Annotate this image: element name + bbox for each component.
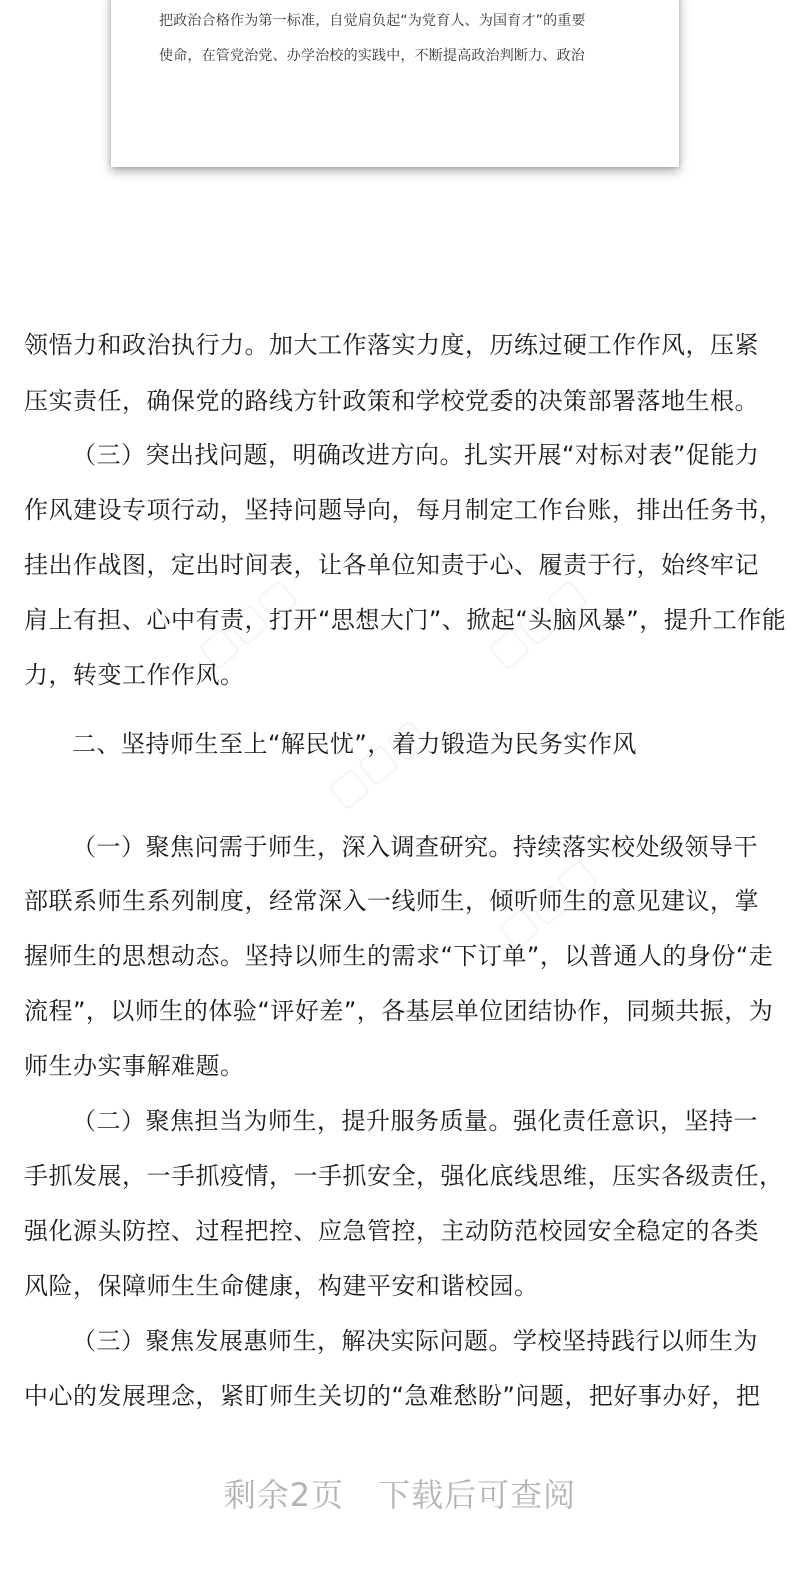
body-line: 握师生的思想动态。坚持以师生的需求“下订单”，以普通人的身份“走 bbox=[24, 942, 774, 970]
body-line: 流程”，以师生的体验“评好差”，各基层单位团结协作，同频共振，为 bbox=[24, 997, 774, 1025]
body-line: 风险，保障师生生命健康，构建平安和谐校园。 bbox=[24, 1272, 539, 1300]
body-line: 作风建设专项行动，坚持问题导向，每月制定工作台账，排出任务书， bbox=[24, 496, 784, 524]
watermark: ▢▢▢ bbox=[318, 708, 435, 818]
preview-line: 把政治合格作为第一标准，自觉肩负起“为党育人、为国育才”的重要 bbox=[159, 13, 586, 29]
body-line: （一）聚焦问需于师生，深入调查研究。持续落实校处级领导干 bbox=[72, 833, 758, 861]
body-line: （三）突出找问题，明确改进方向。扎实开展“对标对表”促能力 bbox=[72, 441, 760, 469]
body-line: 压实责任，确保党的路线方针政策和学校党委的决策部署落地生根。 bbox=[24, 387, 759, 415]
body-line: 强化源头防控、过程把控、应急管控，主动防范校园安全稳定的各类 bbox=[24, 1217, 759, 1245]
watermark: ▢▢▢ bbox=[478, 568, 595, 678]
body-line: （三）聚焦发展惠师生，解决实际问题。学校坚持践行以师生为 bbox=[72, 1327, 758, 1355]
section-heading: 二、坚持师生至上“解民忧”，着力锻造为民务实作风 bbox=[72, 730, 637, 758]
body-line: 领悟力和政治执行力。加大工作落实力度，历练过硬工作作风，压紧 bbox=[24, 331, 759, 359]
body-line: 挂出作战图，定出时间表，让各单位知责于心、履责于行，始终牢记 bbox=[24, 551, 759, 579]
body-line: 师生办实事解难题。 bbox=[24, 1052, 245, 1080]
body-line: （二）聚焦担当为师生，提升服务质量。强化责任意识，坚持一 bbox=[72, 1107, 758, 1135]
download-prompt[interactable] bbox=[0, 1470, 800, 1516]
download-to-read-label[interactable]: 下载后可查阅 bbox=[378, 1476, 577, 1514]
body-line: 力，转变工作作风。 bbox=[24, 661, 245, 689]
preview-card bbox=[111, 0, 679, 167]
watermark: ▢▢▢ bbox=[488, 848, 605, 958]
remaining-pages-label: 剩余2页 bbox=[223, 1476, 345, 1514]
preview-line: 使命，在管党治党、办学治校的实践中，不断提高政治判断力、政治 bbox=[159, 48, 585, 64]
body-line: 手抓发展，一手抓疫情，一手抓安全，强化底线思维，压实各级责任， bbox=[24, 1162, 784, 1190]
watermark: ▢▢▢ bbox=[188, 568, 305, 678]
body-line: 肩上有担、心中有责，打开“思想大门”、掀起“头脑风暴”，提升工作能 bbox=[24, 606, 787, 634]
body-line: 部联系师生系列制度，经常深入一线师生，倾听师生的意见建议，掌 bbox=[24, 887, 759, 915]
body-line: 中心的发展理念，紧盯师生关切的“急难愁盼”问题，把好事办好，把 bbox=[24, 1382, 761, 1410]
